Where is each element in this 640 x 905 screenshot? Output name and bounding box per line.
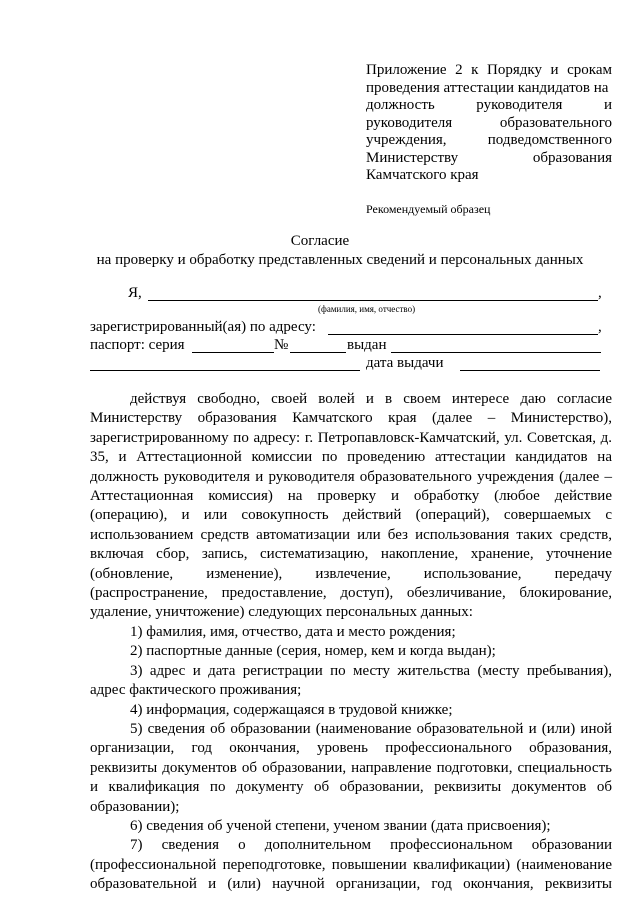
annex-word: 2 xyxy=(455,62,463,78)
registered-address-label: зарегистрированный(ая) по адресу: xyxy=(90,319,316,335)
annex-word: образования xyxy=(532,149,612,166)
passport-series-label: паспорт: серия xyxy=(90,337,185,353)
annex-word: Приложение xyxy=(366,62,447,78)
annex-word: Камчатского края xyxy=(366,167,479,183)
recommended-sample-label: Рекомендуемый образец xyxy=(366,202,491,216)
issue-date-field-line[interactable] xyxy=(460,370,600,371)
passport-issued-field-line[interactable] xyxy=(391,352,601,353)
passport-number-field-line[interactable] xyxy=(290,352,346,353)
personal-data-item: 6) сведения об ученой степени, ученом звании (дата присвоения); xyxy=(130,817,551,834)
annex-word: учреждения, xyxy=(366,132,447,148)
fio-comma: , xyxy=(598,285,602,301)
document-title: Согласие xyxy=(290,233,350,249)
annex-word: и xyxy=(550,62,559,78)
annex-header xyxy=(366,62,612,185)
personal-data-item: 2) паспортные данные (серия, номер, кем и когда выдан); xyxy=(130,643,496,660)
annex-word: срокам xyxy=(567,62,612,78)
annex-line xyxy=(366,62,612,80)
personal-data-item: 3) адрес и дата регистрации по месту жительства (месту пребывания), адрес фактического проживания; xyxy=(90,662,612,699)
annex-line xyxy=(366,167,612,185)
annex-line xyxy=(366,80,612,98)
passport-series-field-line[interactable] xyxy=(192,352,274,353)
personal-data-item: 5) сведения об образовании (наименование образовательной и (или) иной организации, год окончания, уровень профессионального образования, реквизиты документов об образовании, направление подготовки, специальность и квалификация по документу об образовании, реквизиты документов об образовании); xyxy=(90,720,612,815)
address-comma: , xyxy=(598,319,602,335)
annex-word: руководителя xyxy=(476,97,563,113)
issue-date-label: дата выдачи xyxy=(366,355,444,371)
document-subtitle: на проверку и обработку представленных сведений и персональных данных xyxy=(96,252,584,268)
annex-word: должность xyxy=(366,97,435,113)
fio-field-line[interactable] xyxy=(148,300,598,301)
annex-word: и xyxy=(603,97,612,113)
personal-data-item: 7) сведения о дополнительном профессиональном образовании (профессиональной переподготовке, повышении квалификации) (наименование образовательной и (или) научной организации, год окончания, реквизиты xyxy=(90,837,612,893)
annex-word: к xyxy=(471,62,479,78)
ya-label: Я, xyxy=(128,285,142,301)
issued-by-field-line[interactable] xyxy=(90,370,360,371)
annex-word: Порядку xyxy=(487,62,542,78)
annex-word: проведения аттестации кандидатов на xyxy=(366,79,609,96)
consent-intro-paragraph: действуя свободно, своей волей и в своем интересе даю согласие Министерству образования Камчатского края (далее – Министерство), зарегистрированному по адресу: г. Петропавловск-Камчатский, ул. Советская, д. 35, и Аттестационной комиссии по проведению аттестации кандидатов на должность руководителя и руководителя образовательного учреждения (далее – Аттестационная комиссия) на проверку и обработку (любое действие (операцию), и или совокупность действий (операций), совершаемых с использованием средств автоматизации или без использования таких средств, включая сбор, запись, систематизацию, накопление, хранение, уточнение (обновление, изменение), извлечение, использование, передачу (распространение, предоставление, доступ), обезличивание, блокирование, удаление, уничтожение) следующих персональных данных: xyxy=(90,391,612,621)
annex-word: руководителя xyxy=(366,114,453,131)
address-field-line[interactable] xyxy=(328,334,598,335)
annex-line xyxy=(366,97,612,115)
consent-body xyxy=(90,390,612,895)
annex-word: подведомственного xyxy=(487,132,612,148)
annex-line xyxy=(366,115,612,133)
annex-word: Министерству xyxy=(366,149,459,166)
passport-issued-label: выдан xyxy=(347,337,387,353)
personal-data-item: 4) информация, содержащаяся в трудовой книжке; xyxy=(130,701,453,718)
annex-line xyxy=(366,150,612,168)
fio-hint: (фамилия, имя, отчество) xyxy=(318,304,416,314)
passport-number-label: № xyxy=(274,337,289,353)
annex-word: образовательного xyxy=(499,114,612,131)
annex-line xyxy=(366,132,612,150)
personal-data-item: 1) фамилия, имя, отчество, дата и место рождения; xyxy=(130,623,456,640)
